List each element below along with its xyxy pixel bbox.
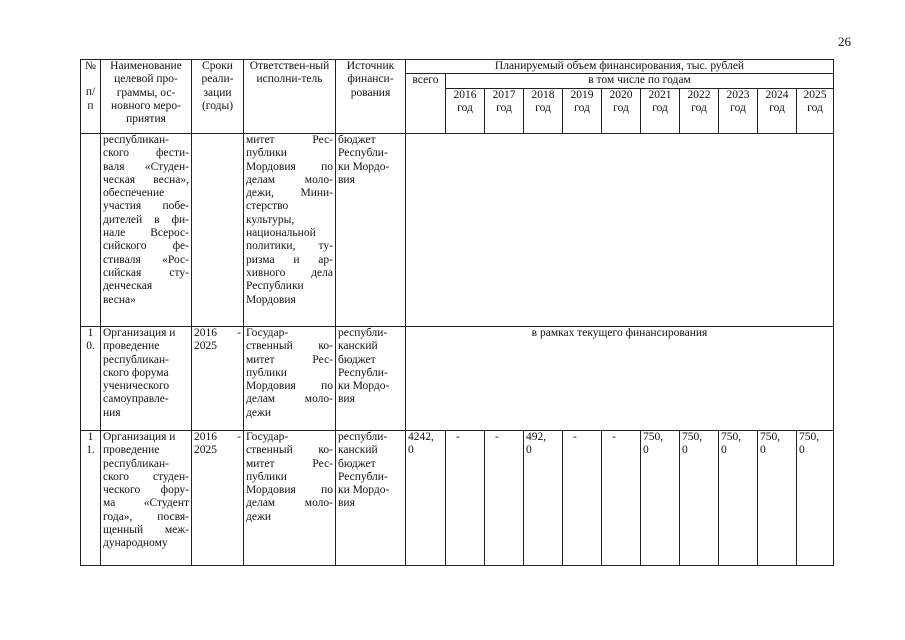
row-year-value: 750, 0 [641, 431, 680, 566]
row-funding-source: республи- канский бюджет Республи- ки Мордо- вия [336, 431, 406, 566]
row-total: 4242, 0 [406, 431, 446, 566]
header-program-name: Наименование целевой про-граммы, ос-новного меро-приятия [101, 60, 192, 134]
header-year: 2016 год [446, 89, 485, 134]
row-number: 1 1. [81, 431, 101, 566]
row-funding-source: республи- канский бюджет Республи- ки Мордо- вия [336, 327, 406, 431]
row-executor: Государ- ственный ко- митет Рес- публики Мордовия по делам моло- дежи [244, 327, 336, 431]
header-year: 2019 год [563, 89, 602, 134]
header-total: всего [406, 74, 446, 134]
row-year-value: 750, 0 [797, 431, 834, 566]
row-executor: Государ- ственный ко- митет Рес- публики Мордовия по делам моло- дежи [244, 431, 336, 566]
table-row [81, 431, 834, 566]
header-year: 2021 год [641, 89, 680, 134]
header-year: 2025 год [797, 89, 834, 134]
row-executor: митет Рес- публики Мордовия по делам моло- дежи, Мини- стерство культуры, национальной политики, ту- ризма и ар- хивного дела Республики Мордовия [244, 134, 336, 327]
row-financing-note: в рамках текущего финансирования [406, 327, 834, 431]
row-number [81, 134, 101, 327]
header-executor: Ответствен-ный исполни-тель [244, 60, 336, 134]
header-year: 2020 год [602, 89, 641, 134]
row-year-value: - [563, 431, 602, 566]
row-period: 2016 - 2025 [192, 431, 244, 566]
header-year: 2024 год [758, 89, 797, 134]
header-year: 2022 год [680, 89, 719, 134]
table-row [81, 134, 834, 327]
header-year: 2018 год [524, 89, 563, 134]
header-by-years: в том числе по годам [446, 74, 834, 89]
row-program-name: республикан- ского фести- валя «Студен- ческая весна», обеспечение участия побе- дителей в фи- нале Всерос- сийского фе- стиваля «Рос- сийская сту- денческая весна» [101, 134, 192, 327]
table-row [81, 327, 834, 431]
header-period: Сроки реали-зации (годы) [192, 60, 244, 134]
header-year: 2017 год [485, 89, 524, 134]
page-number: 26 [838, 34, 851, 49]
row-program-name: Организация и проведение республикан- ского форума ученического самоуправле- ния [101, 327, 192, 431]
header-funding-source: Источник финанси-рования [336, 60, 406, 134]
header-year: 2023 год [719, 89, 758, 134]
header-number: № п/ п [81, 60, 101, 134]
row-year-value: 750, 0 [758, 431, 797, 566]
row-year-value: - [446, 431, 485, 566]
row-funding-source: бюджет Республи- ки Мордо- вия [336, 134, 406, 327]
row-year-value: 750, 0 [719, 431, 758, 566]
row-year-value: 750, 0 [680, 431, 719, 566]
header-planned-volume: Планируемый объем финансирования, тыс. рублей [406, 60, 834, 74]
row-period [192, 134, 244, 327]
row-year-value: - [485, 431, 524, 566]
row-period: 2016 - 2025 [192, 327, 244, 431]
row-number: 1 0. [81, 327, 101, 431]
row-year-value: 492, 0 [524, 431, 563, 566]
row-program-name: Организация и проведение республикан- ского студен- ческого фору- ма «Студент года», посвя- щенный меж- дународному [101, 431, 192, 566]
financing-table [80, 59, 834, 566]
row-financing-empty [406, 134, 834, 327]
row-year-value: - [602, 431, 641, 566]
